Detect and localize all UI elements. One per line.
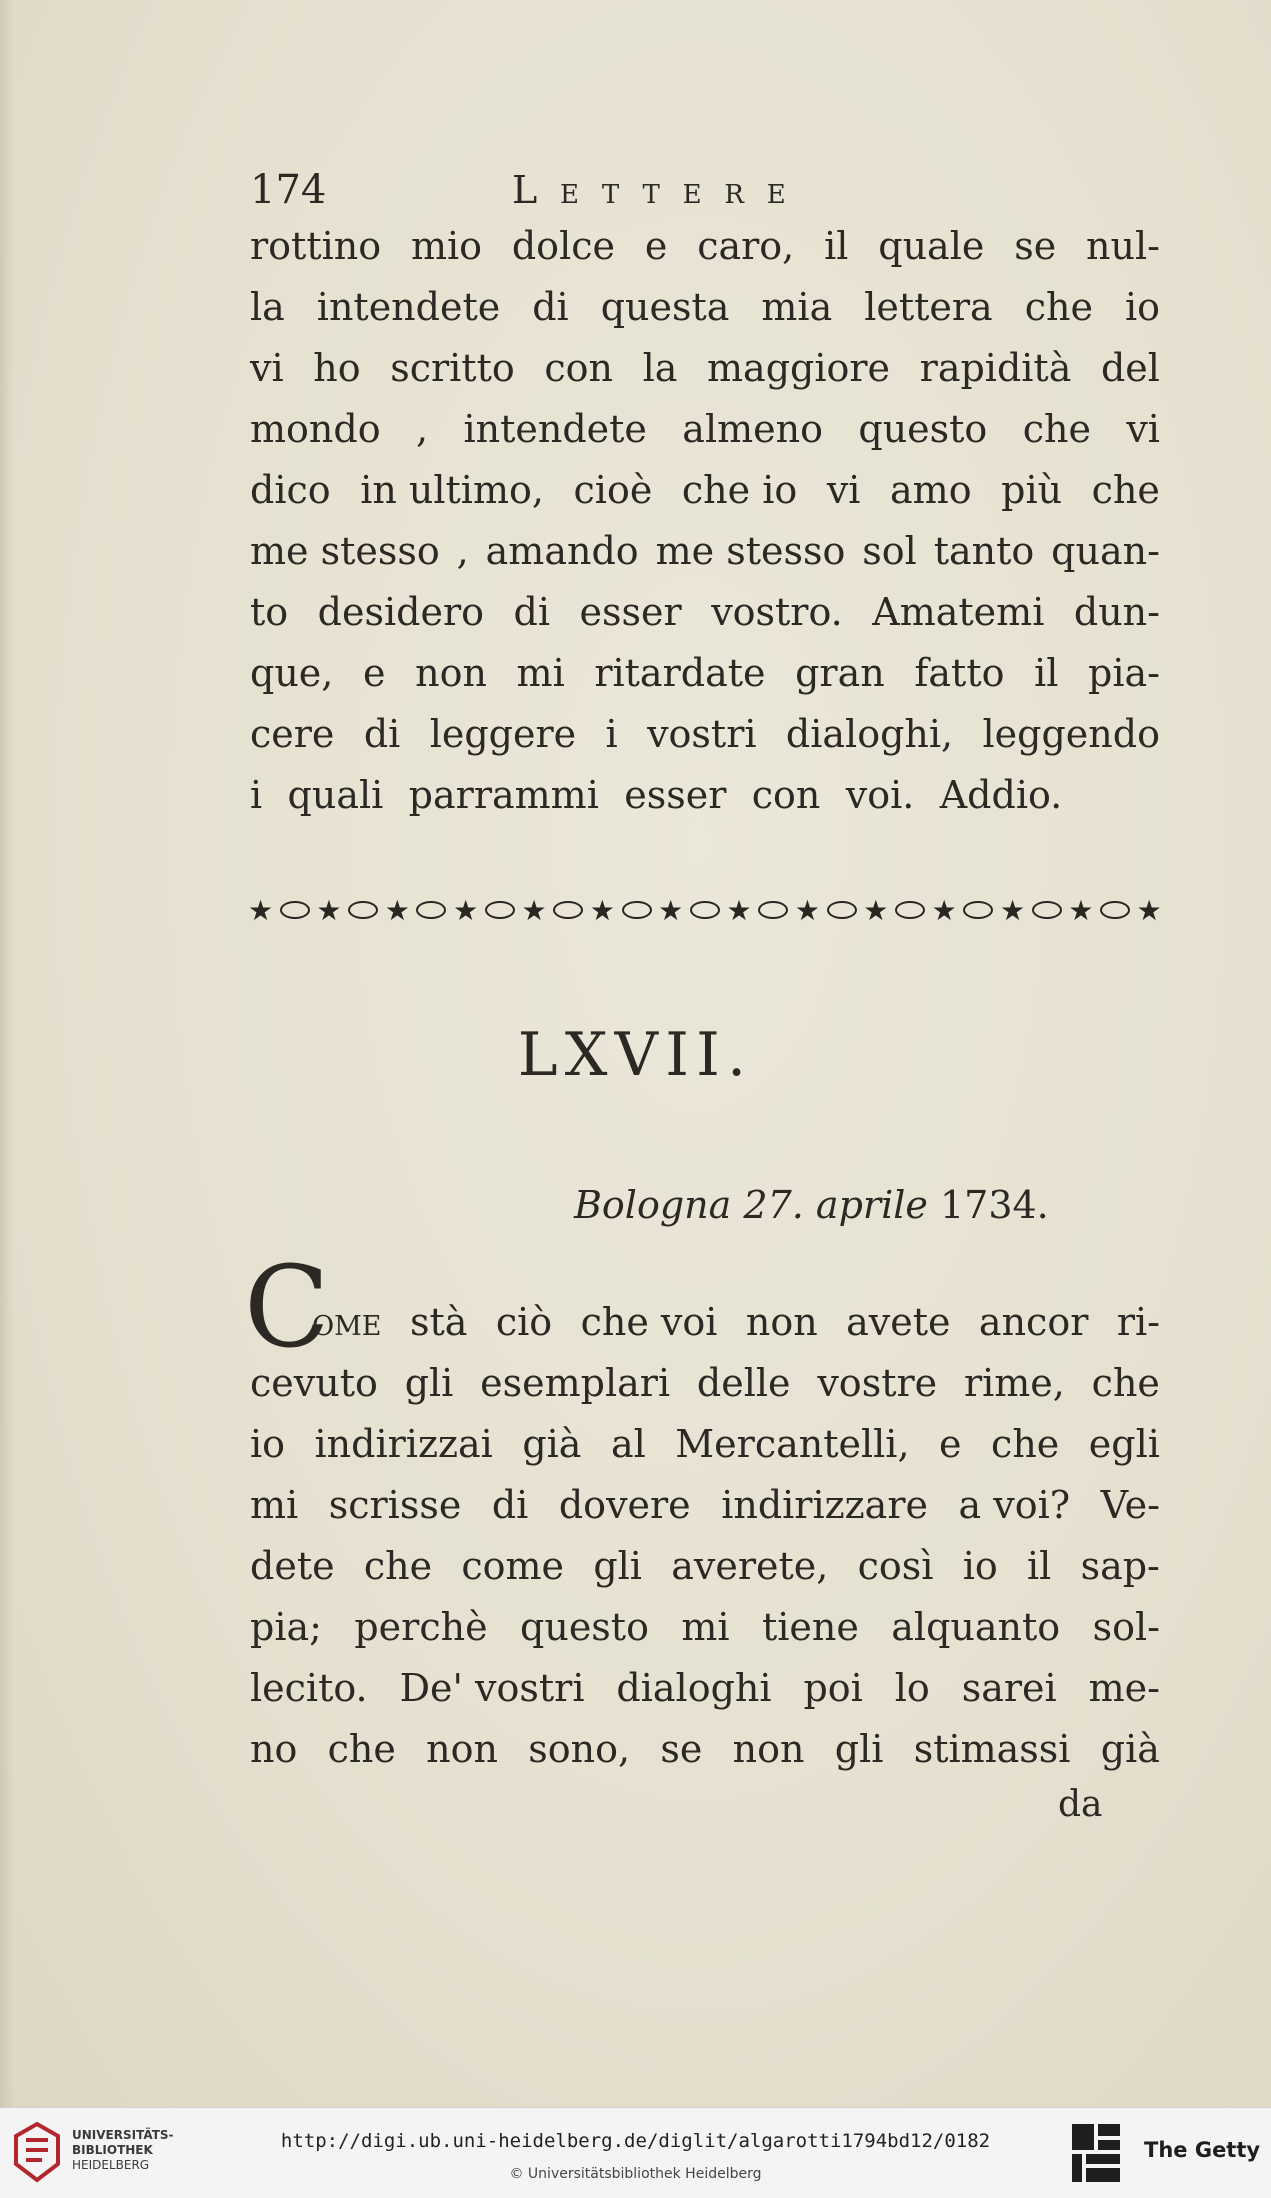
word: intendete	[463, 407, 647, 451]
word: rapidità	[919, 346, 1072, 390]
word: se	[1014, 224, 1057, 268]
star-ornament-icon: ★	[863, 893, 889, 927]
word: mi	[516, 651, 565, 695]
word: lettera	[864, 285, 993, 329]
paragraph-continuation	[250, 216, 1160, 826]
oval-ornament-icon	[553, 901, 583, 919]
star-ornament-icon: ★	[384, 893, 410, 927]
word: ,	[456, 529, 469, 573]
word: con	[544, 346, 613, 390]
text-line	[250, 1658, 1160, 1719]
word: la	[250, 285, 285, 329]
word: del	[1100, 346, 1160, 390]
library-name-line1: UNIVERSITÄTS-	[72, 2128, 174, 2142]
star-ornament-icon: ★	[248, 893, 274, 927]
oval-ornament-icon	[622, 901, 652, 919]
text-line	[250, 582, 1160, 643]
star-ornament-icon: ★	[1068, 893, 1094, 927]
word: delle	[696, 1361, 791, 1405]
word: che io	[681, 468, 798, 512]
star-ornament-icon: ★	[726, 893, 752, 927]
date-day: 27.	[743, 1183, 804, 1227]
date-month: aprile	[815, 1183, 928, 1227]
digitization-footer	[0, 2107, 1271, 2198]
text-line	[250, 277, 1160, 338]
word: non	[415, 651, 487, 695]
letter-body	[244, 1243, 1160, 1780]
word: fatto	[914, 651, 1005, 695]
running-title-rest: ETTERE	[560, 180, 809, 210]
word: to	[250, 590, 289, 634]
word: averete,	[671, 1544, 829, 1588]
catchword: da	[1058, 1784, 1103, 1825]
word: ,	[415, 407, 429, 451]
text-line	[250, 765, 1160, 826]
word: scrisse	[328, 1483, 462, 1527]
star-ornament-icon: ★	[316, 893, 342, 927]
word: vi	[826, 468, 861, 512]
word: non	[732, 1727, 805, 1771]
word: tiene	[761, 1605, 859, 1649]
word: a voi?	[958, 1483, 1071, 1527]
copyright-notice: © Universitätsbibliothek Heidelberg	[509, 2166, 762, 2182]
oval-ornament-icon	[485, 901, 515, 919]
word: cevuto	[250, 1361, 378, 1405]
word: sol	[862, 529, 917, 573]
word: vostre	[817, 1361, 938, 1405]
word: amo	[890, 468, 972, 512]
word: vi	[1126, 407, 1160, 451]
word: che	[1022, 407, 1091, 451]
word: che	[1091, 468, 1160, 512]
word: e	[362, 651, 386, 695]
word: pia-	[1088, 651, 1160, 695]
word: sono,	[528, 1727, 631, 1771]
text-line	[250, 704, 1160, 765]
word: stà	[409, 1300, 468, 1344]
word: leggendo	[982, 712, 1160, 756]
word: di	[513, 590, 550, 634]
word: e	[644, 224, 668, 268]
word: in ultimo,	[360, 468, 544, 512]
word: avete	[846, 1300, 951, 1344]
word: quale	[878, 224, 985, 268]
word: che	[991, 1422, 1060, 1466]
word: dolce	[511, 224, 615, 268]
word: e	[939, 1422, 962, 1466]
permalink-url[interactable]: http://digi.ub.uni-heidelberg.de/diglit/algarotti1794bd12/0182	[280, 2130, 991, 2152]
word: questa	[600, 285, 730, 329]
star-ornament-icon: ★	[453, 893, 479, 927]
word: gli	[593, 1544, 642, 1588]
word: sap-	[1080, 1544, 1160, 1588]
text-line	[250, 1536, 1160, 1597]
word: io	[962, 1544, 998, 1588]
word: maggiore	[707, 346, 891, 390]
word: indirizzare	[721, 1483, 928, 1527]
word: mia	[761, 285, 833, 329]
sponsor-name: The Getty	[1144, 2138, 1261, 2162]
word: nul-	[1086, 224, 1160, 268]
word: dun-	[1073, 590, 1160, 634]
word: io	[1124, 285, 1160, 329]
word: dialoghi	[616, 1666, 772, 1710]
text-line	[250, 338, 1160, 399]
text-line	[250, 521, 1160, 582]
oval-ornament-icon	[1100, 901, 1130, 919]
word: vi	[250, 346, 284, 390]
word: intendete	[316, 285, 501, 329]
word: che	[1024, 285, 1093, 329]
word: gli	[834, 1727, 884, 1771]
word: ciò	[495, 1300, 553, 1344]
text-line	[250, 460, 1160, 521]
star-ornament-icon: ★	[794, 893, 820, 927]
word: dete	[250, 1544, 335, 1588]
star-ornament-icon: ★	[931, 893, 957, 927]
drop-cap: C	[244, 1243, 330, 1373]
word: i quali parrammi esser con voi. Addio.	[250, 773, 1063, 817]
word: gran	[795, 651, 885, 695]
word: come	[461, 1544, 565, 1588]
running-title-initial: L	[512, 168, 561, 212]
text-line	[250, 1719, 1160, 1780]
word: ritardate	[594, 651, 766, 695]
word: sol-	[1092, 1605, 1160, 1649]
word: i	[605, 712, 618, 756]
oval-ornament-icon	[758, 901, 788, 919]
word: che voi	[580, 1300, 718, 1344]
word: stimassi	[913, 1727, 1071, 1771]
oval-ornament-icon	[827, 901, 857, 919]
oval-ornament-icon	[1032, 901, 1062, 919]
word: di	[532, 285, 569, 329]
word: Ve-	[1100, 1483, 1160, 1527]
word: già	[1100, 1727, 1160, 1771]
word: egli	[1088, 1422, 1160, 1466]
page-number: 174	[250, 167, 327, 213]
star-ornament-icon: ★	[1136, 893, 1162, 927]
star-ornament-icon: ★	[589, 893, 615, 927]
word: me-	[1088, 1666, 1160, 1710]
word: così	[857, 1544, 934, 1588]
letter-dateline	[574, 1175, 1049, 1235]
word: alquanto	[891, 1605, 1061, 1649]
oval-ornament-icon	[416, 901, 446, 919]
word: dialoghi,	[785, 712, 954, 756]
word: ri-	[1116, 1300, 1160, 1344]
word: lo	[894, 1666, 930, 1710]
word: di	[363, 712, 401, 756]
getty-logo-icon[interactable]	[1070, 2122, 1122, 2184]
oval-ornament-icon	[348, 901, 378, 919]
word: leggere	[429, 712, 577, 756]
text-line	[250, 216, 1160, 277]
word: ancor	[978, 1300, 1089, 1344]
text-line	[250, 1414, 1160, 1475]
word: vostri	[647, 712, 757, 756]
word: se	[660, 1727, 703, 1771]
word: me stesso	[250, 529, 440, 573]
word: ho	[313, 346, 361, 390]
ornamental-divider	[248, 880, 1162, 940]
text-line	[250, 1353, 1160, 1414]
text-line	[250, 399, 1160, 460]
word: tanto	[933, 529, 1035, 573]
word: amando	[485, 529, 639, 573]
word: me stesso	[655, 529, 846, 573]
word: rottino	[250, 224, 382, 268]
word: mondo	[250, 407, 381, 451]
word: più	[1001, 468, 1063, 512]
word: De' vostri	[399, 1666, 585, 1710]
text-line	[250, 1597, 1160, 1658]
word: cioè	[573, 468, 653, 512]
word: il	[1026, 1544, 1052, 1588]
word: di	[491, 1483, 529, 1527]
word: Amatemi	[872, 590, 1045, 634]
word: scritto	[390, 346, 515, 390]
word: sarei	[961, 1666, 1057, 1710]
word: questo	[520, 1605, 649, 1649]
word: dovere	[558, 1483, 691, 1527]
date-year: 1734.	[939, 1183, 1049, 1227]
word: no	[250, 1727, 298, 1771]
star-ornament-icon: ★	[658, 893, 684, 927]
word: la	[642, 346, 678, 390]
star-ornament-icon: ★	[999, 893, 1026, 927]
oval-ornament-icon	[963, 901, 993, 919]
word: non	[426, 1727, 498, 1771]
word: cere	[250, 712, 335, 756]
letter-number: LXVII.	[517, 1020, 754, 1090]
word: indirizzai	[314, 1422, 493, 1466]
page-header	[250, 160, 1150, 220]
oval-ornament-icon	[895, 901, 925, 919]
word: Mercantelli,	[675, 1422, 910, 1466]
word: non	[745, 1300, 818, 1344]
word: vostro.	[711, 590, 843, 634]
text-line	[244, 1243, 1160, 1373]
word: caro,	[697, 224, 795, 268]
word: dico	[250, 468, 331, 512]
word: mi	[681, 1605, 730, 1649]
oval-ornament-icon	[280, 901, 310, 919]
word: già	[522, 1422, 582, 1466]
word: lecito.	[250, 1666, 368, 1710]
word: mi	[250, 1483, 299, 1527]
word: che	[363, 1544, 433, 1588]
word: io	[250, 1422, 286, 1466]
word: esser	[579, 590, 682, 634]
word: quan-	[1051, 529, 1160, 573]
library-name-line3: HEIDELBERG	[72, 2158, 150, 2172]
word: esemplari	[480, 1361, 671, 1405]
star-ornament-icon: ★	[521, 893, 547, 927]
word: il	[824, 224, 849, 268]
word: almeno	[682, 407, 823, 451]
word: che	[1091, 1361, 1160, 1405]
word: desidero	[317, 590, 484, 634]
word: che	[327, 1727, 396, 1771]
library-name-line2: BIBLIOTHEK	[72, 2143, 153, 2157]
word: que,	[250, 651, 334, 695]
word: gli	[404, 1361, 454, 1405]
text-line	[250, 1475, 1160, 1536]
word: pia;	[250, 1605, 322, 1649]
word: il	[1034, 651, 1059, 695]
word: al	[610, 1422, 646, 1466]
word: poi	[803, 1666, 863, 1710]
word: ome	[312, 1300, 382, 1344]
word: mio	[410, 224, 483, 268]
word: rime,	[963, 1361, 1065, 1405]
text-line	[250, 643, 1160, 704]
date-place: Bologna	[574, 1183, 732, 1227]
word: questo	[858, 407, 988, 451]
oval-ornament-icon	[690, 901, 720, 919]
word: perchè	[354, 1605, 488, 1649]
